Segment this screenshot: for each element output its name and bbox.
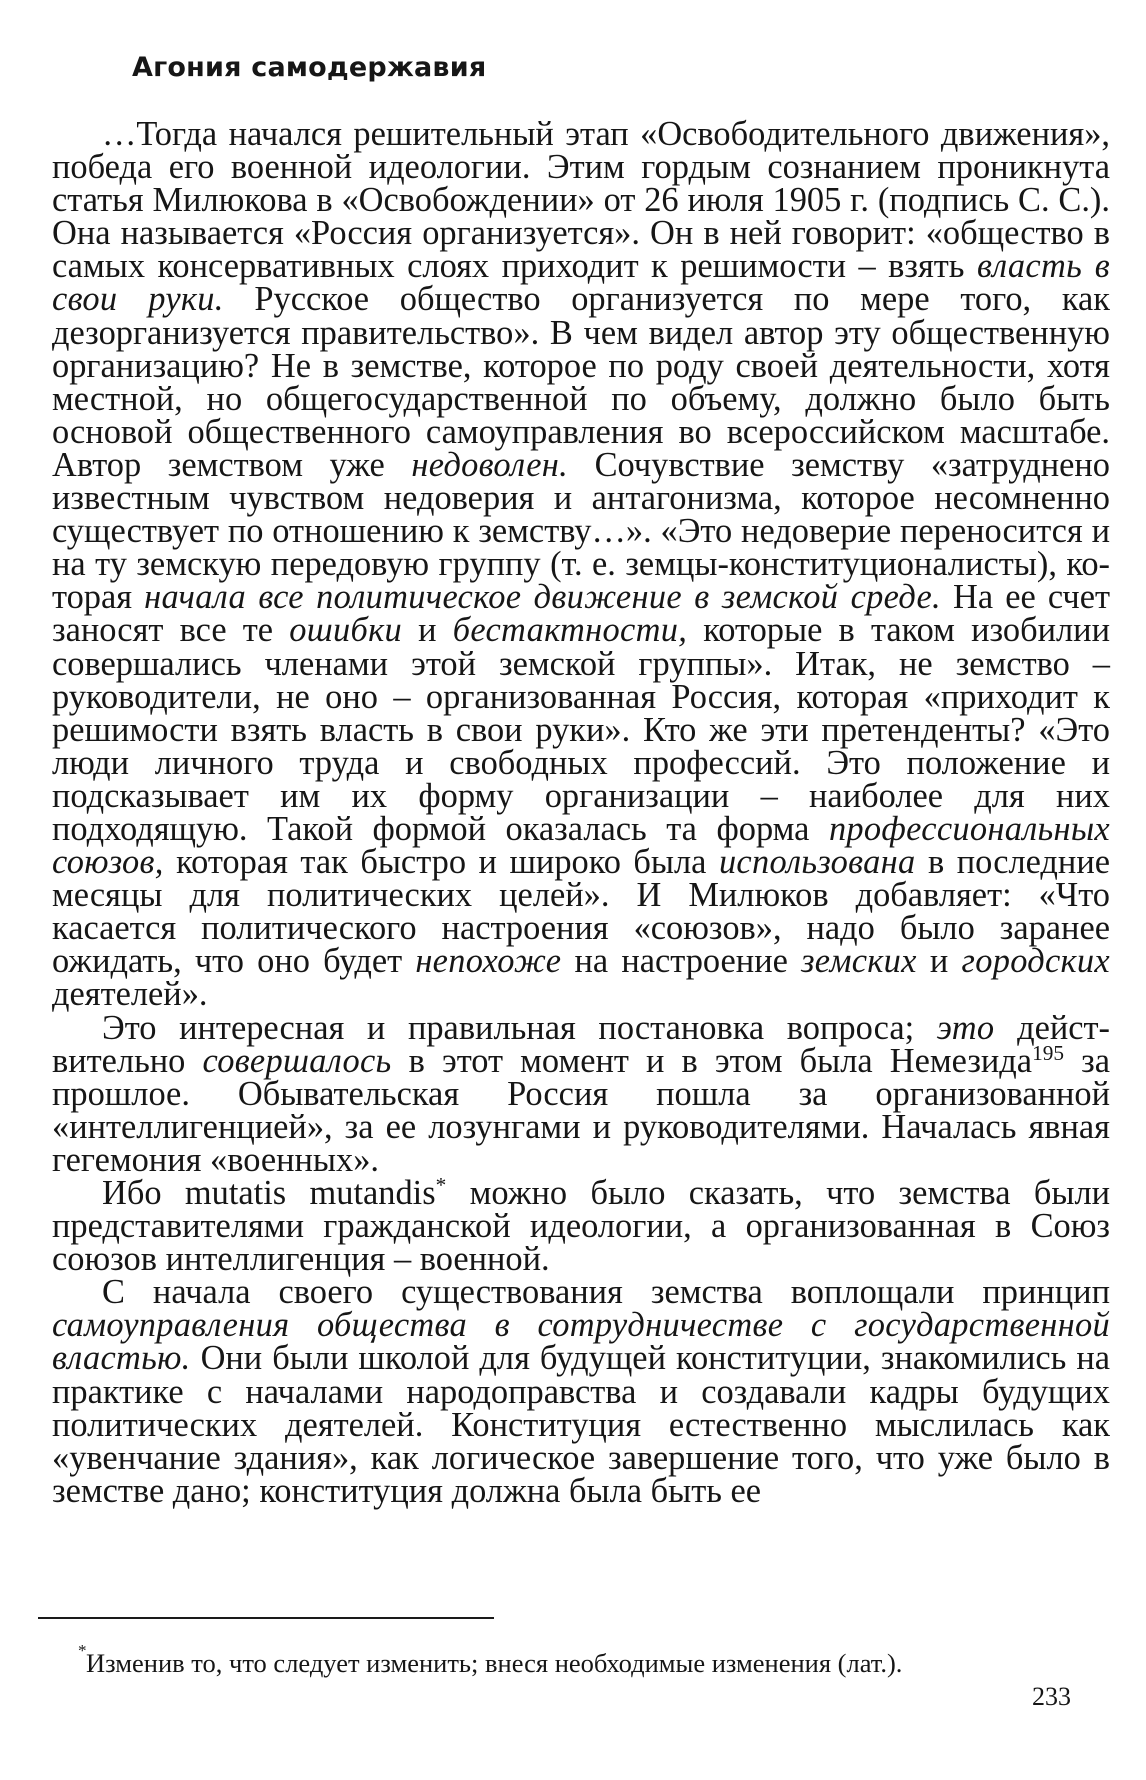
superscript: 195: [1032, 1040, 1065, 1065]
text-run: можно было сказать, что земства были представителями гражданской идеологии, а организованная в Союз союзов интеллигенция – военной.: [52, 1174, 1111, 1279]
italic-text: непохоже: [415, 942, 562, 981]
text-run: за прошлое. Обывательская Россия пошла за организованной «интеллигенцией», за ее лозунгами и руководителями. Началась явная гегемония «военных».: [52, 1041, 1111, 1179]
italic-text: городских: [961, 942, 1110, 981]
italic-text: недоволен.: [411, 445, 569, 484]
main-text: [52, 115, 1111, 1510]
text-run: С начала своего существования земства воплощали принцип: [102, 1273, 1110, 1312]
running-header: Агония самодержавия: [132, 52, 487, 83]
italic-text: совершалось: [202, 1041, 392, 1080]
text-run: которые в таком изобилии совершались членами этой земской группы». Итак, не земство – руководители, не оно – организованная Россия, которая «приходит к решимости взять власть в свои руки». Кто же эти претенденты? «Это люди личного труда и свободных профессий. Это положение и подсказывает им их форму организации – наиболее для них подходящую. Такой формой оказалась та форма: [52, 611, 1110, 848]
italic-text: самоуправления общества в сотрудничестве с государственной властью.: [52, 1306, 1110, 1378]
text-run: действительно: [52, 1008, 1110, 1080]
footnote-mark: *: [78, 1641, 87, 1660]
text-run: …Тогда начался решительный этап «Освободительного движения», победа его военной идеологии. Этим гордым сознанием проникнута статья Милюкова в «Освобождении» от 26 июля 1905 г. (подпись С. С.). Она называется «Россия организуется». Он в ней говорит: «общество в самых консервативных слоях приходит к решимости – взять: [52, 115, 1110, 286]
italic-text: использована: [718, 843, 916, 882]
italic-text: профессиональных союзов,: [52, 809, 1110, 882]
paragraph: [52, 115, 1111, 1014]
text-run: На ее счет заносят все те: [52, 578, 1110, 650]
footnote-text: Изменив то, что следует изменить; внеся необходимые изменения (лат.).: [86, 1648, 903, 1678]
footnote: [78, 1641, 1086, 1678]
paragraph: [52, 1008, 1111, 1179]
text-run: Они были школой для будущей конституции, знакомились на практике с началами народоправства и создавали кадры будущих политических деятелей. Конституция естественно мыслилась как «увенчание здания», как логическое завершение того, что уже было в земстве дано; конституция должна была быть ее: [52, 1339, 1110, 1510]
footnote-rule: [38, 1617, 494, 1619]
text-run: и: [916, 942, 962, 981]
text-run: Русское общество организуется по мере того, как дезорганизуется правительство». В чем видел автор эту общественную организацию? Не в земстве, которое по роду своей деятельности, хотя местной, но общегосударственной по объему, должно было быть основой общественного самоуправления во всероссийском масштабе. Автор земством уже: [52, 280, 1110, 484]
text-run: Это интересная и правильная постановка вопроса;: [102, 1008, 937, 1047]
superscript: *: [435, 1173, 447, 1198]
paragraph: [52, 1173, 1111, 1279]
page-number: 233: [1032, 1682, 1071, 1711]
text-run: в последние месяцы для политических целей». И Милюков добавляет: «Что касается политического настроения «союзов», надо было заранее ожидать, что оно будет: [52, 843, 1110, 981]
italic-text: это: [936, 1008, 995, 1047]
text-run: на настроение: [561, 942, 802, 981]
italic-text: власть в свои руки.: [52, 247, 1111, 319]
text-run: которая так быстро и широко была: [163, 843, 719, 882]
text-run: и: [402, 611, 453, 650]
text-run: деятелей».: [52, 975, 208, 1014]
italic-text: ошибки: [289, 611, 402, 650]
text-run: в этот момент и в этом была Немезида: [391, 1041, 1033, 1080]
paragraph: [52, 1273, 1110, 1510]
text-run: Ибо mutatis mutandis: [102, 1174, 436, 1212]
text-run: Сочувствие земству «затруднено известным чувством недоверия и антагонизма, которое несомненно существует по отношению к земству…». «Это недоверие переносится и на ту земскую передовую группу (т. е. земцы-конституционалисты), которая: [52, 445, 1110, 617]
italic-text: бестактности,: [452, 611, 688, 650]
italic-text: земских: [801, 942, 917, 981]
italic-text: начала все политическое движение в земской среде.: [144, 578, 941, 617]
